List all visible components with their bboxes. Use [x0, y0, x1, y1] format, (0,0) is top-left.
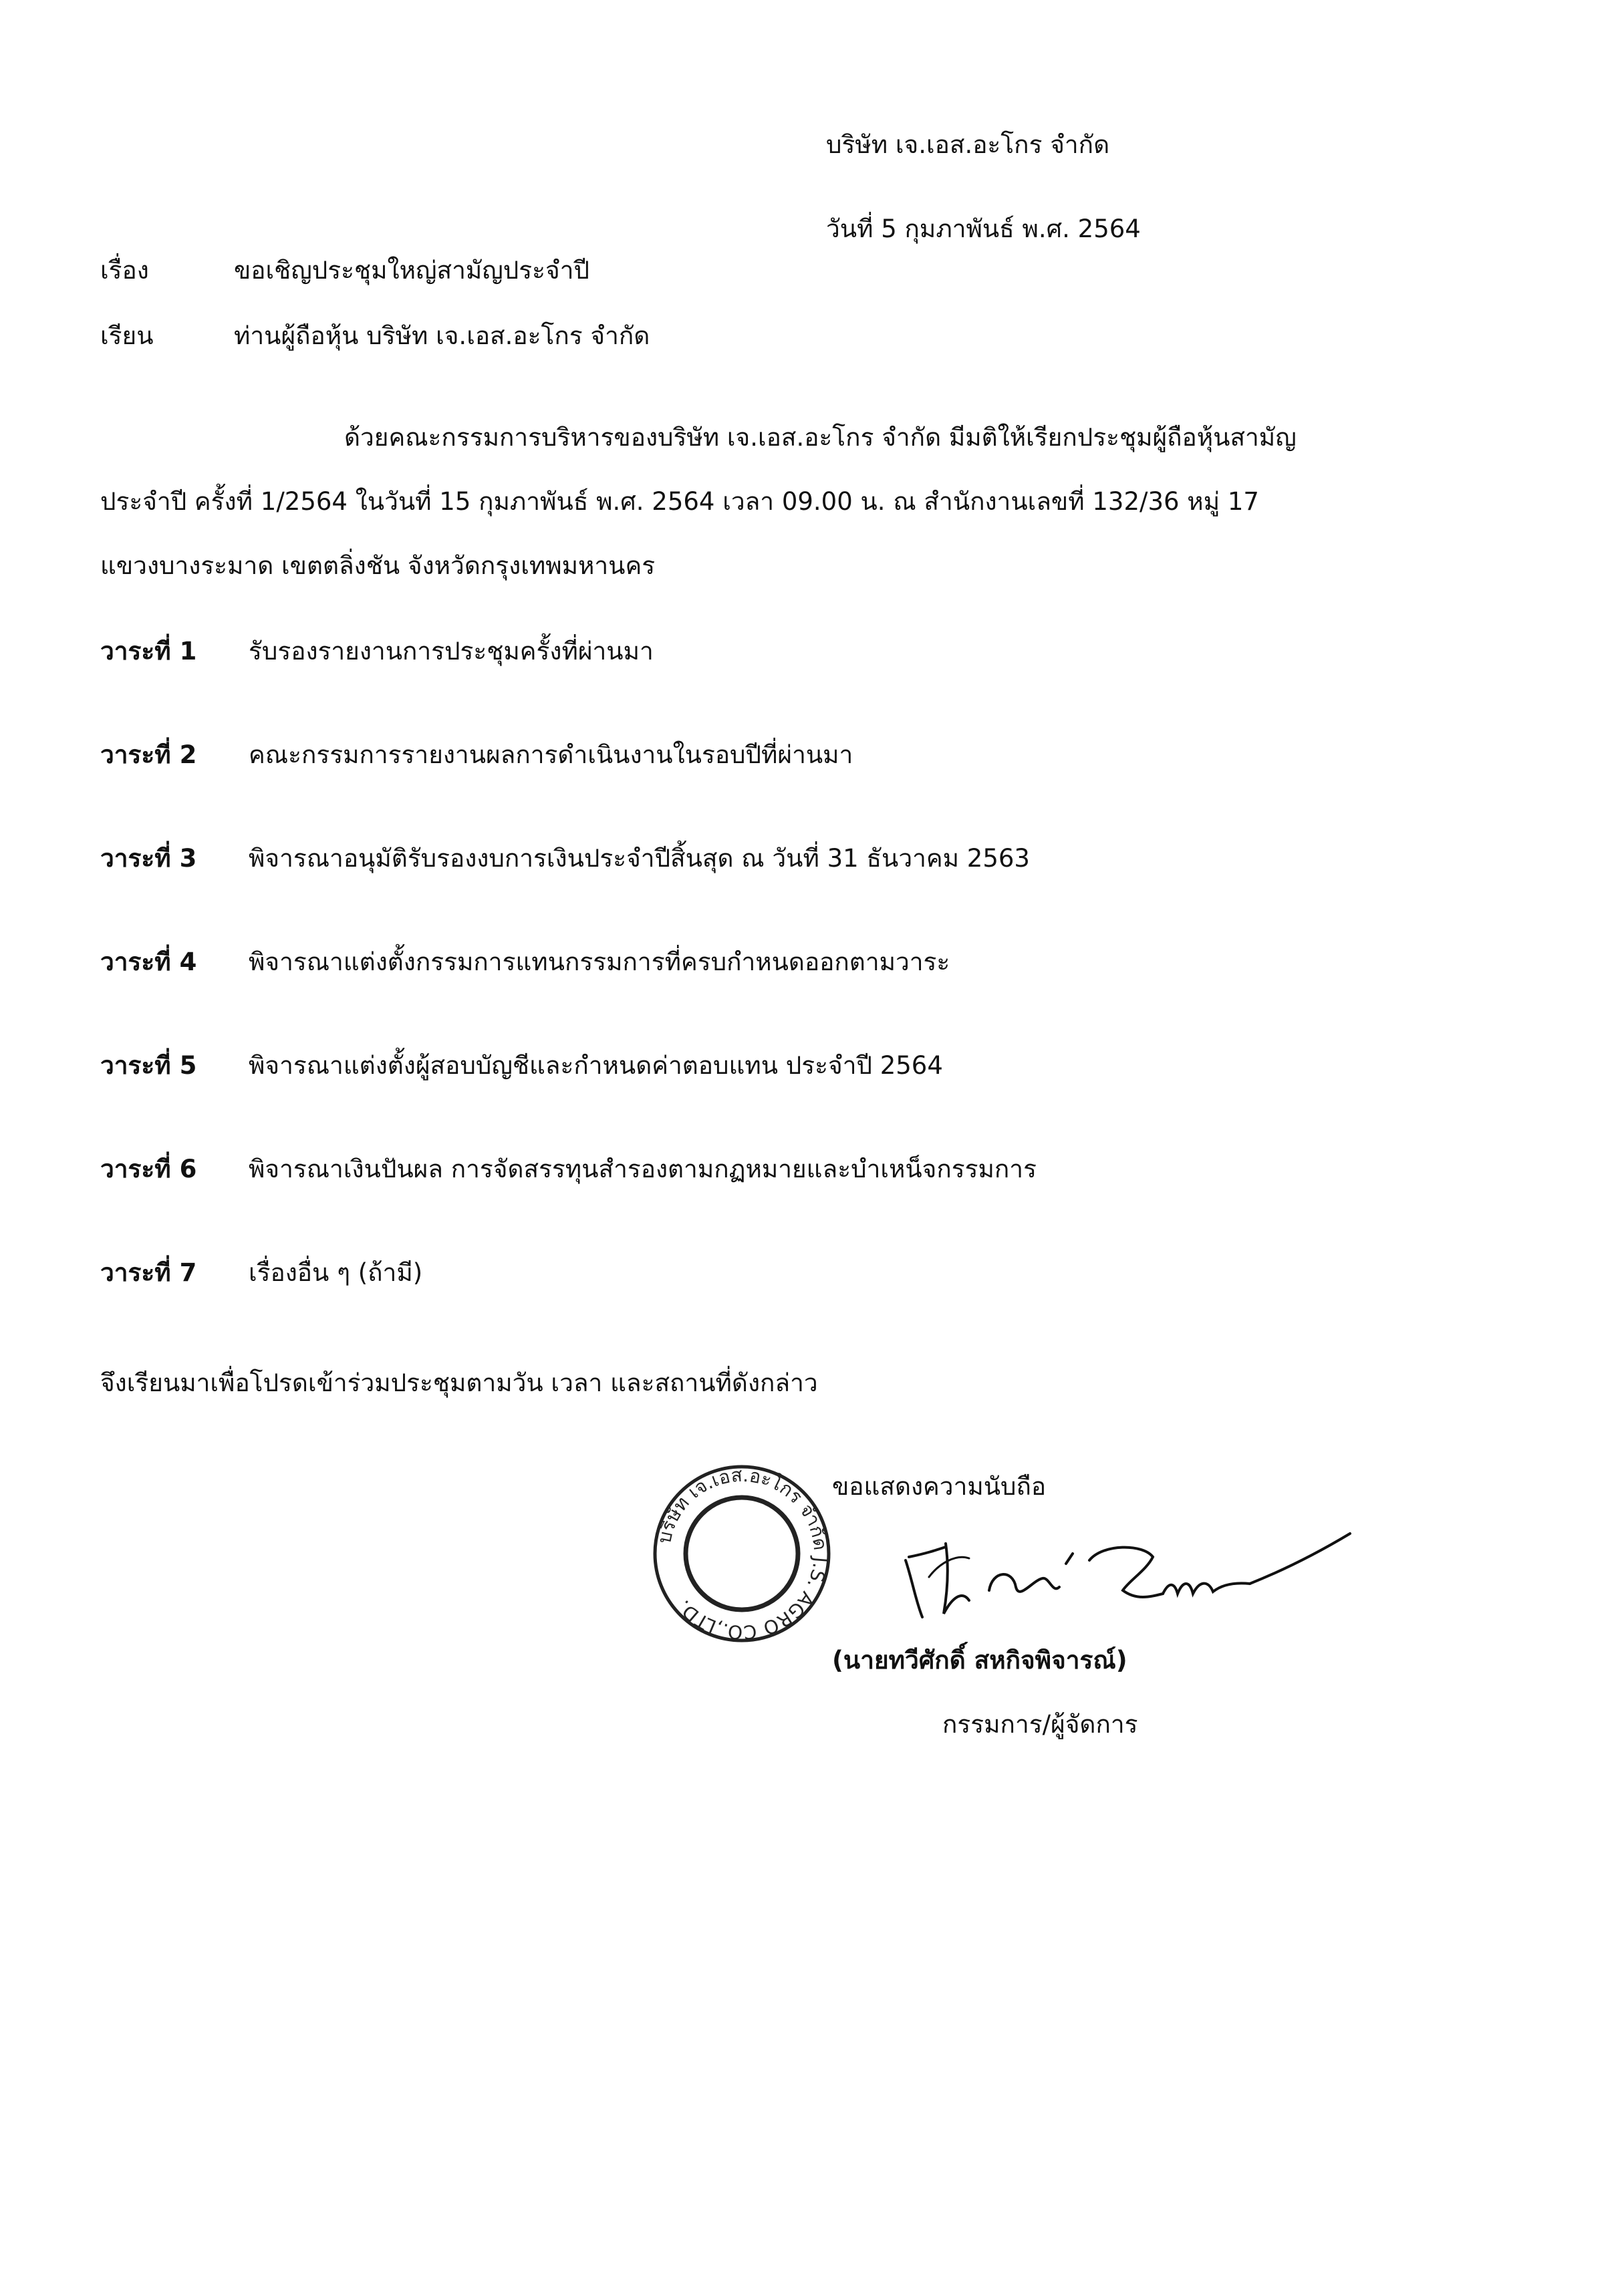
- subject-label: เรื่อง: [100, 256, 149, 285]
- agenda-text: คณะกรรมการรายงานผลการดำเนินงานในรอบปีที่ผ่านมา: [249, 740, 853, 769]
- agenda-text: พิจารณาแต่งตั้งผู้สอบบัญชีและกำหนดค่าตอบแทน ประจำปี 2564: [249, 1051, 943, 1080]
- agenda-number: วาระที่ 4: [100, 948, 197, 976]
- body-line-1: ด้วยคณะกรรมการบริหารของบริษัท เจ.เอส.อะโกร จำกัด มีมติให้เรียกประชุมผู้ถือหุ้นสามัญ: [344, 423, 1297, 452]
- agenda-number: วาระที่ 3: [100, 844, 197, 873]
- agenda-text: รับรองรายงานการประชุมครั้งที่ผ่านมา: [249, 637, 654, 666]
- recipient-label: เรียน: [100, 321, 154, 350]
- agenda-text: พิจารณาแต่งตั้งกรรมการแทนกรรมการที่ครบกำหนดออกตามวาระ: [249, 948, 950, 976]
- respect-phrase: ขอแสดงความนับถือ: [832, 1472, 1047, 1501]
- agenda-number: วาระที่ 1: [100, 637, 197, 666]
- agenda-number: วาระที่ 7: [100, 1258, 197, 1287]
- signatory-name: (นายทวีศักดิ์ สหกิจพิจารณ์): [832, 1646, 1127, 1675]
- body-line-3: แขวงบางระมาด เขตตลิ่งชัน จังหวัดกรุงเทพมหานคร: [100, 551, 656, 580]
- agenda-number: วาระที่ 5: [100, 1051, 197, 1080]
- agenda-text: เรื่องอื่น ๆ (ถ้ามี): [249, 1258, 423, 1287]
- subject-value: ขอเชิญประชุมใหญ่สามัญประจำปี: [234, 256, 589, 285]
- agenda-number: วาระที่ 2: [100, 740, 197, 769]
- company-seal-stamp: [652, 1463, 832, 1644]
- handwritten-signature: [889, 1517, 1357, 1624]
- svg-text:บริษัท เจ.เอส.อะโกร จำกัด J.S: บริษัท เจ.เอส.อะโกร จำกัด J.S. AGRO CO.,LTD.: [653, 1463, 832, 1644]
- body-line-2: ประจำปี ครั้งที่ 1/2564 ในวันที่ 15 กุมภาพันธ์ พ.ศ. 2564 เวลา 09.00 น. ณ สำนักงานเลขที่ 132/36 หมู่ 17: [100, 487, 1259, 516]
- agenda-text: พิจารณาอนุมัติรับรองงบการเงินประจำปีสิ้นสุด ณ วันที่ 31 ธันวาคม 2563: [249, 844, 1030, 873]
- agenda-number: วาระที่ 6: [100, 1155, 197, 1183]
- closing-sentence: จึงเรียนมาเพื่อโปรดเข้าร่วมประชุมตามวัน เวลา และสถานที่ดังกล่าว: [100, 1369, 818, 1397]
- recipient-value: ท่านผู้ถือหุ้น บริษัท เจ.เอส.อะโกร จำกัด: [234, 321, 650, 350]
- letter-date: วันที่ 5 กุมภาพันธ์ พ.ศ. 2564: [826, 214, 1141, 243]
- signatory-title: กรรมการ/ผู้จัดการ: [942, 1710, 1138, 1739]
- company-name: บริษัท เจ.เอส.อะโกร จำกัด: [826, 130, 1110, 159]
- agenda-text: พิจารณาเงินปันผล การจัดสรรทุนสำรองตามกฏหมายและบำเหน็จกรรมการ: [249, 1155, 1037, 1183]
